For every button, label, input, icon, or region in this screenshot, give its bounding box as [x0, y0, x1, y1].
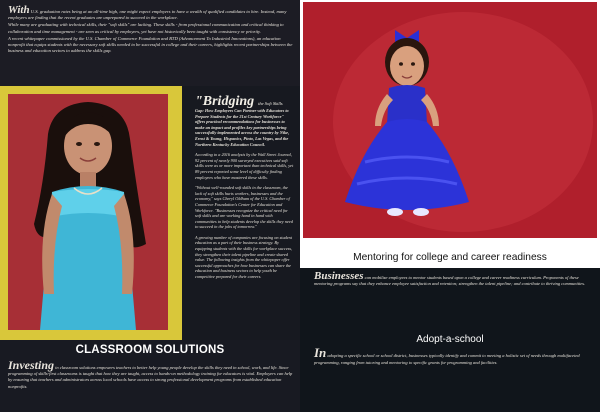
girl-portrait-photo — [8, 94, 168, 330]
sidebar-text — [195, 108, 295, 285]
intro-text — [8, 6, 296, 55]
sidebar-para-1: Gap: How Employers Can Partner with Educators to Prepare Students for the 21st Century Workforce" offers practical recommendations for businesses to make an impact and profiles key partnerships being successfully implemented across the country by Nike, Ernst & Young, Hispanics, Pinto, Las Vegas, and the Northern Kentucky Education Council. — [195, 108, 290, 147]
classroom-heading: CLASSROOM SOLUTIONS — [75, 344, 225, 356]
dropcap-with: With — [8, 4, 30, 16]
mentoring-heading: Mentoring for college and career readiness — [353, 252, 547, 263]
intro-para-2: While many are graduating with technical skills, their "soft skills" are lacking. These skills - from professional communication and critical thinking to collaboration and time management - are seen as critical by employers, yet have not historically been taught with consistency or priority. — [8, 22, 284, 34]
right-page — [300, 0, 600, 412]
bridging-byline: the Soft Skills — [258, 101, 283, 106]
classroom-body: in classroom solutions empowers teachers to better help young people develop the skills they need in school, work, and life. Since programming of skills-first classrooms is taught that how they are taught, access to hands-on methodology training for educators is vital. Employers can help by ensuring that teachers and administrators across local schools have access to strong professional development programs from established education nonprofits. — [8, 365, 293, 389]
sidebar-para-2: According to a 2016 analysis by the Wall Street Journal, 92 percent of nearly 900 surveyed executives said soft skills were as or more important than technical skills, yet 89 percent reported some level of difficulty finding employees who have mastered these skills. — [195, 152, 294, 180]
sidebar-para-4: A growing number of companies are focusing on student education as a part of their business strategy. By equipping students with the skills for workplace success, they strengthen their talent pipeline and create shared value. The following insights from the whitepaper offer successful approaches for how businesses can share the education and business sectors to help youth be competitive prepared for their careers. — [195, 234, 293, 280]
intro-para-1: U.S. graduation rates being at an all-time high, one might expect employers to have a wealth of qualified candidates to hire. Instead, many employers are finding that the recent graduates are unprepared to succeed in the workplace. — [8, 9, 287, 21]
adopt-text — [314, 345, 592, 367]
intro-para-3: A recent whitepaper commissioned by the U.S. Chamber of Commerce Foundation and BTD (Advancement To Industrial Innovations), an education nonprofit that equips students with the necessary soft skills needed to be successful in college and their careers, highlights recent partnerships between the business and education sectors to address the skills gap. — [8, 35, 293, 54]
mentoring-body: can mobilize employees to mentor students based upon a college and career readiness curriculum. Proponents of these mentoring programs say that they enhance employee satisfaction and retention; strengthen the talent pipeline; and contribute to thriving communities. — [314, 275, 586, 287]
classroom-text — [8, 358, 296, 390]
adopt-body: adopting a specific school or school district, businesses typically identify and commit to meeting a holistic set of needs through multifaceted programming, ranging from tutoring and mentoring to specific grants for programming and facilities. — [314, 353, 580, 365]
sidebar-para-3: "Without well-rounded soft skills in the classroom, the lack of soft skills hurts workers, businesses and the economy," says Cheryl Oldham of the U.S. Chamber of Commerce Foundation's Center for Education and Workforce. "Businesses recognize the critical need for soft skills and are working hand in hand with communities to help students develop the skills they need to succeed in the jobs of tomorrow." — [195, 185, 293, 230]
dropcap-in: In — [314, 345, 327, 360]
mentoring-text — [314, 270, 592, 288]
adopt-a-school-heading: Adopt-a-school — [416, 334, 484, 345]
dropcap-businesses: Businesses — [314, 270, 364, 282]
toddler-photo — [303, 2, 597, 238]
bridging-title-text: "Bridging — [195, 94, 255, 109]
dropcap-investing: Investing — [8, 358, 55, 372]
